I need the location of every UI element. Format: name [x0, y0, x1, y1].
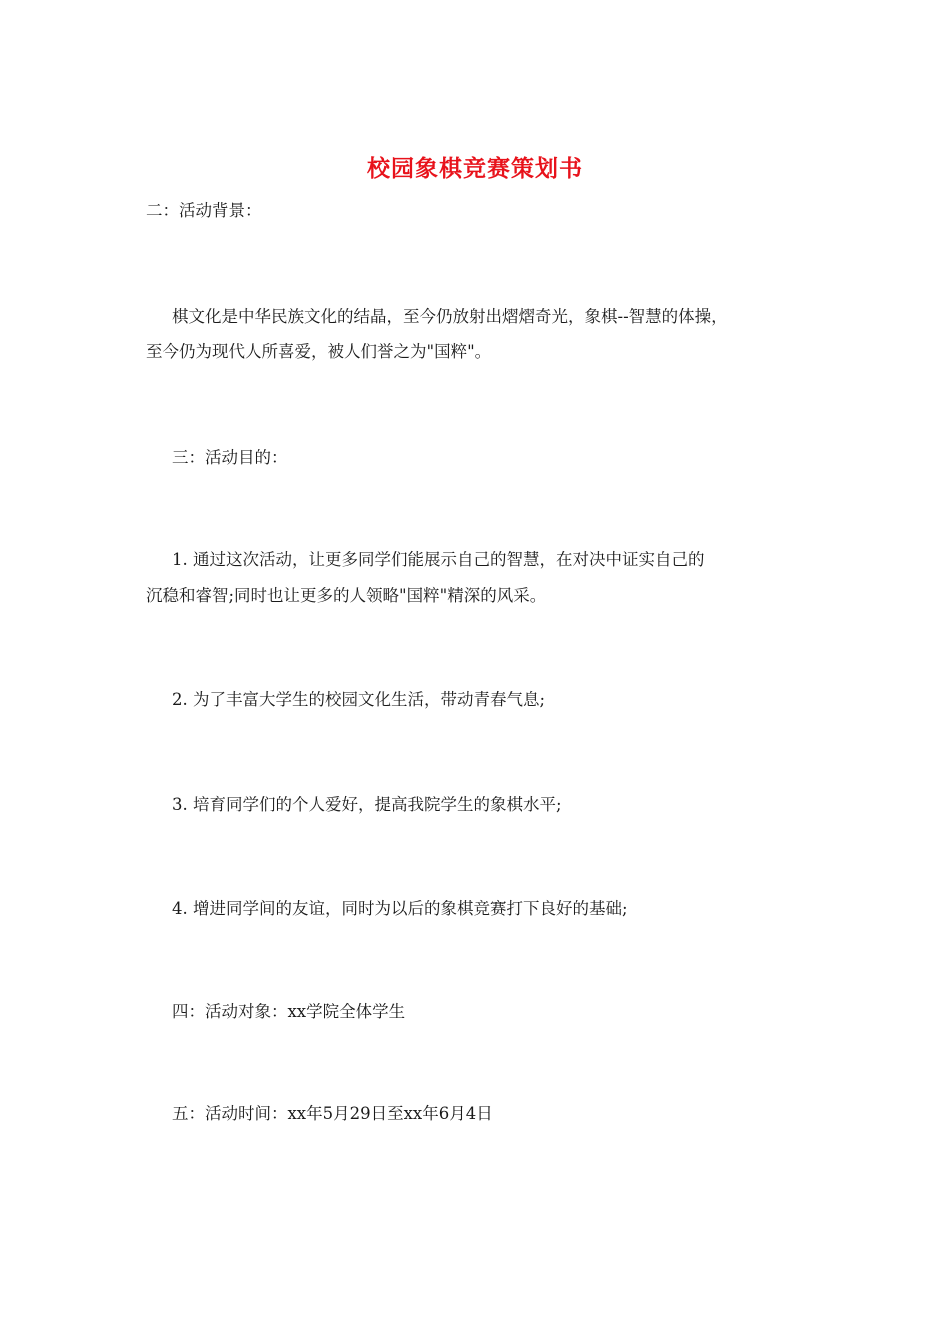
goal-4: 4. 增进同学间的友谊，同时为以后的象棋竞赛打下良好的基础; — [172, 899, 628, 918]
goal-1-line2: 沉稳和睿智;同时也让更多的人领略"国粹"精深的风采。 — [146, 586, 547, 605]
goal-1-line1: 1. 通过这次活动，让更多同学们能展示自己的智慧，在对决中证实自己的 — [172, 550, 705, 569]
section2-paragraph-line2: 至今仍为现代人所喜爱，被人们誉之为"国粹"。 — [146, 342, 492, 361]
goal-3: 3. 培育同学们的个人爱好，提高我院学生的象棋水平; — [172, 795, 562, 814]
section2-paragraph-line1: 棋文化是中华民族文化的结晶，至今仍放射出熠熠奇光，象棋--智慧的体操， — [172, 307, 728, 326]
section5-time: 五：活动时间：xx年5月29日至xx年6月4日 — [172, 1104, 493, 1123]
goal-2: 2. 为了丰富大学生的校园文化生活，带动青春气息; — [172, 690, 546, 709]
section4-target: 四：活动对象：xx学院全体学生 — [172, 1002, 406, 1021]
document-title: 校园象棋竞赛策划书 — [367, 155, 583, 182]
section2-heading: 二：活动背景： — [146, 201, 262, 220]
section3-heading: 三：活动目的： — [172, 448, 288, 467]
